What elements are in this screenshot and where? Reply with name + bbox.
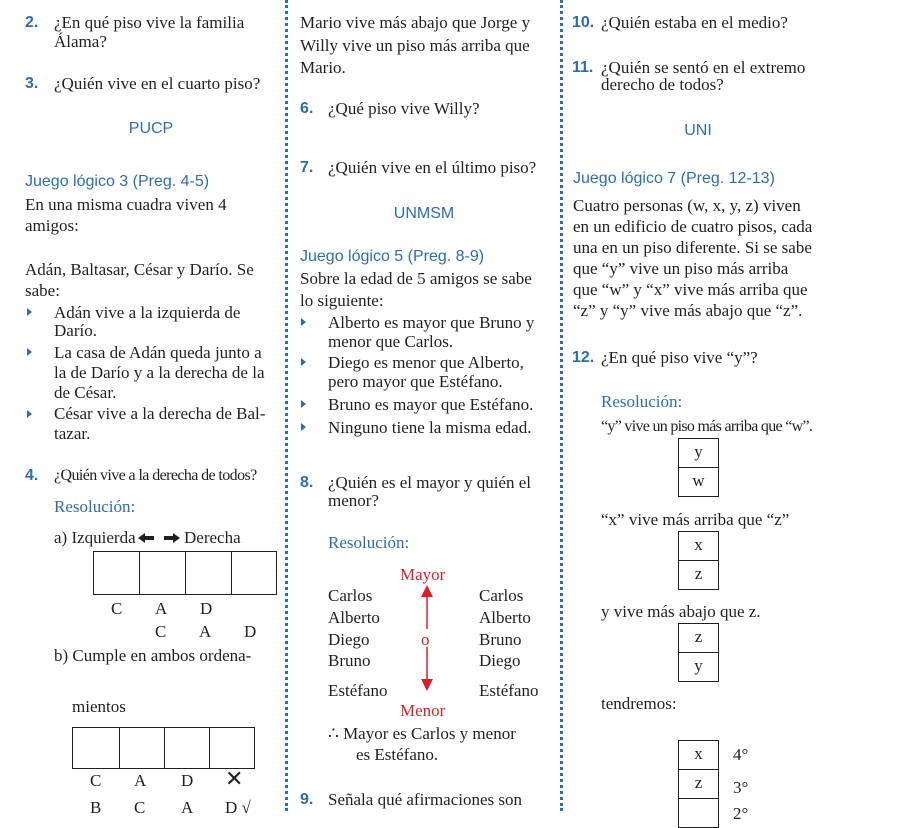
floor-cell: z	[678, 623, 719, 653]
q4-number: 4.	[25, 467, 39, 484]
row1-letter: D	[200, 599, 213, 618]
q8-line2: menor?	[328, 491, 379, 510]
b-line2: mientos	[72, 697, 126, 716]
q4-text: ¿Quién vive a la derecha de todos?	[54, 467, 257, 484]
house-box	[119, 727, 165, 769]
house-box	[139, 551, 186, 595]
j5-bullet1-l1: Alberto es mayor que Bruno y	[328, 313, 535, 332]
left-order-item: Diego	[328, 630, 370, 649]
bullet-icon	[301, 423, 306, 431]
col2-top-l3: Mario.	[300, 58, 346, 77]
juego-3-intro-l2: amigos:	[25, 216, 79, 235]
q7-number: 7.	[300, 159, 314, 176]
arrows-icon	[138, 532, 180, 544]
floor-label: 2°	[733, 804, 749, 823]
juego-5-intro-l2: lo siguiente:	[300, 291, 384, 310]
juego-3-title: Juego lógico 3 (Preg. 4-5)	[25, 173, 210, 190]
menor-label: Menor	[400, 701, 446, 720]
cross-icon: ✕	[225, 766, 244, 791]
floor-cell: z	[678, 560, 719, 590]
bullet-icon	[301, 318, 306, 326]
step3-text: y vive más abajo que z.	[601, 602, 761, 621]
column-divider-right	[560, 0, 563, 811]
j5-bullet2-l2: pero mayor que Estéfano.	[328, 372, 503, 391]
house-box	[231, 551, 277, 595]
j5-bullet4: Ninguno tiene la misma edad.	[328, 418, 532, 437]
juego-3-names-l2: sabe:	[25, 281, 60, 300]
juego-7-intro-line: “z” y “y” vive más abajo que “z”.	[573, 301, 803, 320]
q3-text: ¿Quién vive en el cuarto piso?	[54, 74, 261, 93]
a-derecha: Derecha	[184, 528, 241, 547]
house-box	[185, 551, 232, 595]
q4-resolucion-label: Resolución:	[54, 497, 136, 516]
juego-5-title: Juego lógico 5 (Preg. 8-9)	[300, 248, 485, 265]
section-uni: UNI	[684, 122, 712, 139]
j3-bullet1-l1: Adán vive a la izquierda de	[54, 303, 241, 322]
house-box	[93, 551, 140, 595]
juego-7-title: Juego lógico 7 (Preg. 12-13)	[573, 170, 775, 187]
bullet-icon	[27, 410, 32, 418]
row1-letter: C	[111, 599, 123, 618]
left-order-item: Estéfano	[328, 681, 388, 700]
conclusion-l2: es Estéfano.	[356, 745, 439, 764]
floor-cell	[678, 798, 719, 828]
juego-7-intro-line: una en un piso diferente. Si se sabe	[573, 238, 812, 257]
row1-letter: A	[155, 599, 168, 618]
floor-cell: y	[678, 652, 719, 682]
q9-number: 9.	[300, 791, 314, 808]
floor-cell: y	[678, 438, 719, 468]
section-pucp: PUCP	[128, 120, 174, 137]
bullet-icon	[27, 348, 32, 356]
q10-number: 10.	[572, 14, 595, 31]
bullet-icon	[27, 308, 32, 316]
j5-bullet3: Bruno es mayor que Estéfano.	[328, 395, 534, 414]
a-izquierda: a) Izquierda	[54, 528, 136, 547]
floor-cell: x	[678, 531, 719, 561]
left-order-item: Bruno	[328, 651, 371, 670]
floor-label: 3°	[733, 778, 749, 797]
q6-text: ¿Qué piso vive Willy?	[328, 99, 480, 118]
juego-7-intro-line: Cuatro personas (w, x, y, z) viven	[573, 196, 801, 215]
row4-letter: C	[134, 798, 146, 817]
row3-letter: C	[90, 771, 102, 790]
juego-3-names-l1: Adán, Baltasar, César y Darío. Se	[25, 260, 254, 279]
juego-7-intro-line: que “y” vive un piso más arriba	[573, 259, 789, 278]
floor-cell: w	[678, 467, 719, 497]
q11-line2: derecho de todos?	[601, 75, 724, 94]
row2-letter: D	[244, 622, 257, 641]
q11-line1: ¿Quién se sentó en el extremo	[601, 58, 806, 77]
floor-cell: z	[678, 769, 719, 799]
row2-letter: C	[155, 622, 167, 641]
row3-letter: D	[181, 771, 194, 790]
q12-text: ¿En qué piso vive “y”?	[601, 348, 758, 367]
floor-label: 4°	[733, 745, 749, 764]
q8-line1: ¿Quién es el mayor y quién el	[328, 473, 531, 492]
col2-top-l2: Willy vive un piso más arriba que	[300, 36, 530, 55]
j3-bullet3-l2: tazar.	[54, 424, 91, 443]
house-box	[164, 727, 210, 769]
q11-number: 11.	[572, 59, 594, 76]
step2-text: “x” vive más arriba que “z”	[601, 510, 790, 529]
j5-bullet1-l2: menor que Carlos.	[328, 332, 454, 351]
j3-bullet2-l2: la de Darío y a la derecha de la	[54, 363, 265, 382]
q10-text: ¿Quién estaba en el medio?	[601, 13, 788, 32]
bullet-icon	[301, 358, 306, 366]
q6-number: 6.	[300, 100, 314, 117]
j3-bullet2-l3: de César.	[54, 383, 117, 402]
right-order-item: Estéfano	[479, 681, 539, 700]
left-order-item: Alberto	[328, 608, 380, 627]
row3-letter: A	[134, 771, 147, 790]
q7-text: ¿Quién vive en el último piso?	[328, 158, 537, 177]
column-divider-left	[285, 0, 288, 811]
right-order-item: Bruno	[479, 630, 522, 649]
j3-bullet2-l1: La casa de Adán queda junto a	[54, 343, 262, 362]
q8-resolucion-label: Resolución:	[328, 533, 410, 552]
step1-text: “y” vive un piso más arriba que “w”.	[601, 418, 813, 435]
bullet-icon	[301, 400, 306, 408]
juego-7-intro-line: que “w” y “x” vive más arriba que	[573, 280, 808, 299]
mayor-label: Mayor	[400, 565, 446, 584]
house-box	[209, 727, 255, 769]
q2-number: 2.	[25, 14, 39, 31]
right-order-item: Diego	[479, 651, 521, 670]
row4-letter: A	[181, 798, 194, 817]
row4-letter: D √	[225, 798, 251, 817]
row2-letter: A	[199, 622, 212, 641]
row4-letter: B	[90, 798, 102, 817]
juego-7-intro-line: en un edificio de cuatro pisos, cada	[573, 217, 813, 236]
tendremos-text: tendremos:	[601, 694, 677, 713]
j5-bullet2-l1: Diego es menor que Alberto,	[328, 353, 524, 372]
q8-number: 8.	[300, 474, 314, 491]
conclusion-l1: ∴ Mayor es Carlos y menor	[328, 724, 516, 743]
col2-top-l1: Mario vive más abajo que Jorge y	[300, 13, 531, 32]
o-label: o	[421, 630, 430, 649]
j3-bullet1-l2: Darío.	[54, 321, 97, 340]
j3-bullet3-l1: César vive a la derecha de Bal-	[54, 404, 266, 423]
b-line1: b) Cumple en ambos ordena-	[54, 646, 252, 665]
house-box	[72, 727, 120, 769]
q12-resolucion-label: Resolución:	[601, 392, 683, 411]
q12-number: 12.	[572, 349, 595, 366]
floor-cell: x	[678, 740, 719, 770]
q3-number: 3.	[25, 75, 39, 92]
q9-text: Señala qué afirmaciones son	[328, 790, 523, 809]
juego-3-intro-l1: En una misma cuadra viven 4	[25, 195, 227, 214]
q2-line1: ¿En qué piso vive la familia	[54, 13, 245, 32]
juego-5-intro-l1: Sobre la edad de 5 amigos se sabe	[300, 269, 532, 288]
section-unmsm: UNMSM	[393, 205, 455, 222]
left-order-item: Carlos	[328, 586, 373, 605]
right-order-item: Alberto	[479, 608, 531, 627]
q2-line2: Álama?	[54, 32, 107, 51]
right-order-item: Carlos	[479, 586, 524, 605]
